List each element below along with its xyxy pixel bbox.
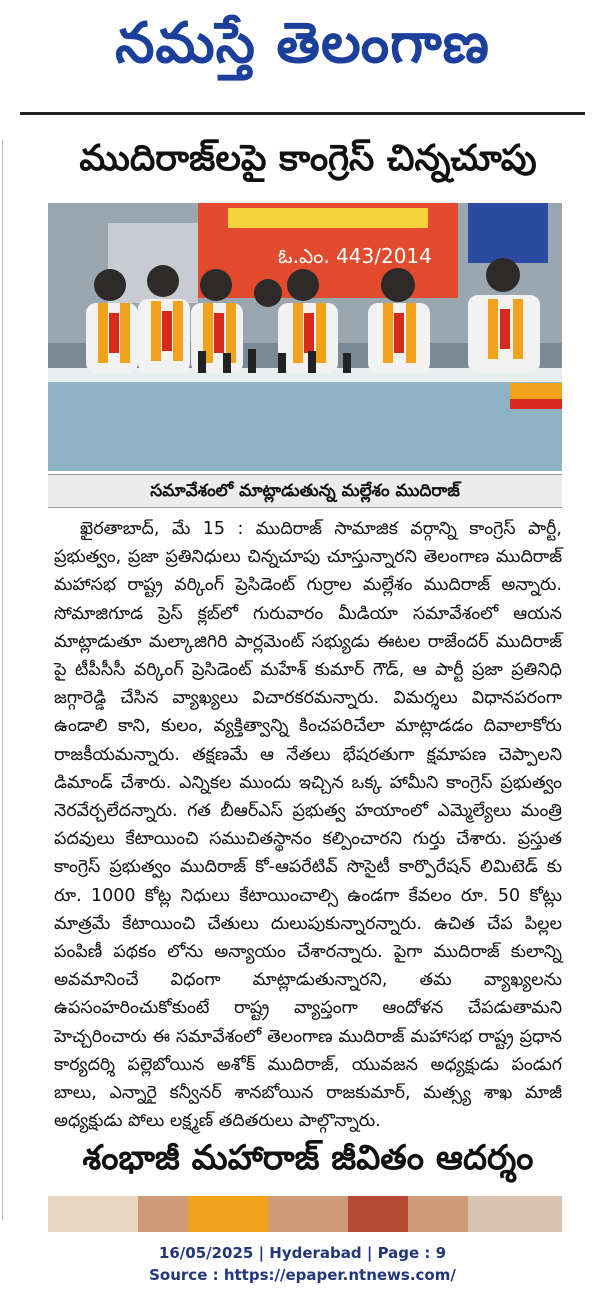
second-photo-illustration [48,1196,562,1232]
second-article-photo [48,1196,562,1232]
photo-caption: సమావేశంలో మాట్లాడుతున్న మల్లేశం ముదిరాజ్ [48,474,562,508]
second-article-headline: శంభాజీ మహారాజ్ జీవితం ఆదర్శం [82,1138,534,1178]
banner-text: ఓ.ఎం. 443/2014 [278,244,432,268]
article-paragraph: ఖైరతాబాద్, మే 15 : ముదిరాజ్ సామాజిక వర్గాన్ని కాంగ్రెస్ పార్టీ, ప్రభుత్వం, ప్రజా ప్రతినిధులు చిన్నచూపు చూస్తున్నారని తెలంగాణ ముదిరాజ్ మహాసభ రాష్ట్ర వర్కింగ్ ప్రెసిడెంట్ గుర్రాల మల్లేశం ముదిరాజ్ అన్నారు. సోమాజిగూడ ప్రెస్ క్లబ్‌లో గురువారం మీడియా సమావేశంలో ఆయన మాట్లాడుతూ మల్కాజిగిరి పార్లమెంట్ సభ్యుడు ఈటల రాజేందర్ ముదిరాజ్ పై టీపీసీసీ వర్కింగ్ ప్రెసిడెంట్ మహేశ్ కుమార్ గౌడ్, ఆ పార్టీ ప్రజా ప్రతినిధి జగ్గారెడ్డి చేసిన వ్యాఖ్యలు విచారకరమన్నారు. విమర్శలు విధానపరంగా ఉండాలి కాని, కులం, వ్యక్తిత్వాన్ని కించపరిచేలా మాట్లాడడం దివాలాకోరు రాజకీయమన్నారు. తక్షణమే ఆ నేతలు భేషరతుగా క్షమాపణ చెప్పాలని డిమాండ్ చేశారు. ఎన్నికల ముందు ఇచ్చిన ఒక్క హామీని కాంగ్రెస్ ప్రభుత్వం నెరవేర్చలేదన్నారు. గత బీఆర్ఎస్ ప్రభుత్వ హయాంలో ఎమ్మెల్యేలు మంత్రి పదవులు కేటాయించి సముచితస్థానం కల్పించారని గుర్తు చేశారు. ప్రస్తుత కాంగ్రెస్ ప్రభుత్వం ముదిరాజ్ కో-ఆపరేటివ్ సొసైటీ కార్పొరేషన్ లిమిటెడ్ కు రూ. 1000 కోట్ల నిధులు కేటాయించాల్సి ఉండగా కేవలం రూ. 50 కోట్లు మాత్రమే కేటాయించి చేతులు దులుపుకున్నారన్నారు. ఉచిత చేప పిల్లల పంపిణీ పథకం లోను అన్యాయం చేశారన్నారు. పైగా ముదిరాజ్ కులాన్ని అవమానించే విధంగా మాట్లాడుతున్నారని, తమ వ్యాఖ్యలను ఉపసంహరించుకోకుంటే రాష్ట్ర వ్యాప్తంగా ఆందోళన చేపడుతామని హెచ్చరించారు ఈ సమావేశంలో తెలంగాణ ముదిరాజ్ మహాసభ రాష్ట్ర ప్రధాన కార్యదర్శి పల్లెబోయిన అశోక్ ముదిరాజ్, యువజన అధ్యక్షుడు పండుగ బాలు, ఎన్నారై కన్వీనర్ శానబోయిన రాజకుమార్, మత్స్య శాఖ మాజీ అధ్యక్షుడు పోలు లక్ష్మణ్ తదితరులు పాల్గొన్నారు. [54,519,562,1132]
masthead-rule [20,112,585,115]
footer [0,1242,605,1286]
column-divider [2,140,3,1220]
newspaper-title: నమస్తే తెలంగాణ [115,10,490,76]
press-meet-photo [48,203,562,471]
article-body [54,515,562,1135]
press-meet-illustration [48,203,562,471]
masthead [0,0,605,100]
footer-date-line: 16/05/2025 | Hyderabad | Page : 9 [158,1244,447,1262]
footer-source-line: Source : https://epaper.ntnews.com/ [149,1266,456,1284]
article-headline: ముదిరాజ్‌లపై కాంగ్రెస్ చిన్నచూపు [79,138,537,179]
